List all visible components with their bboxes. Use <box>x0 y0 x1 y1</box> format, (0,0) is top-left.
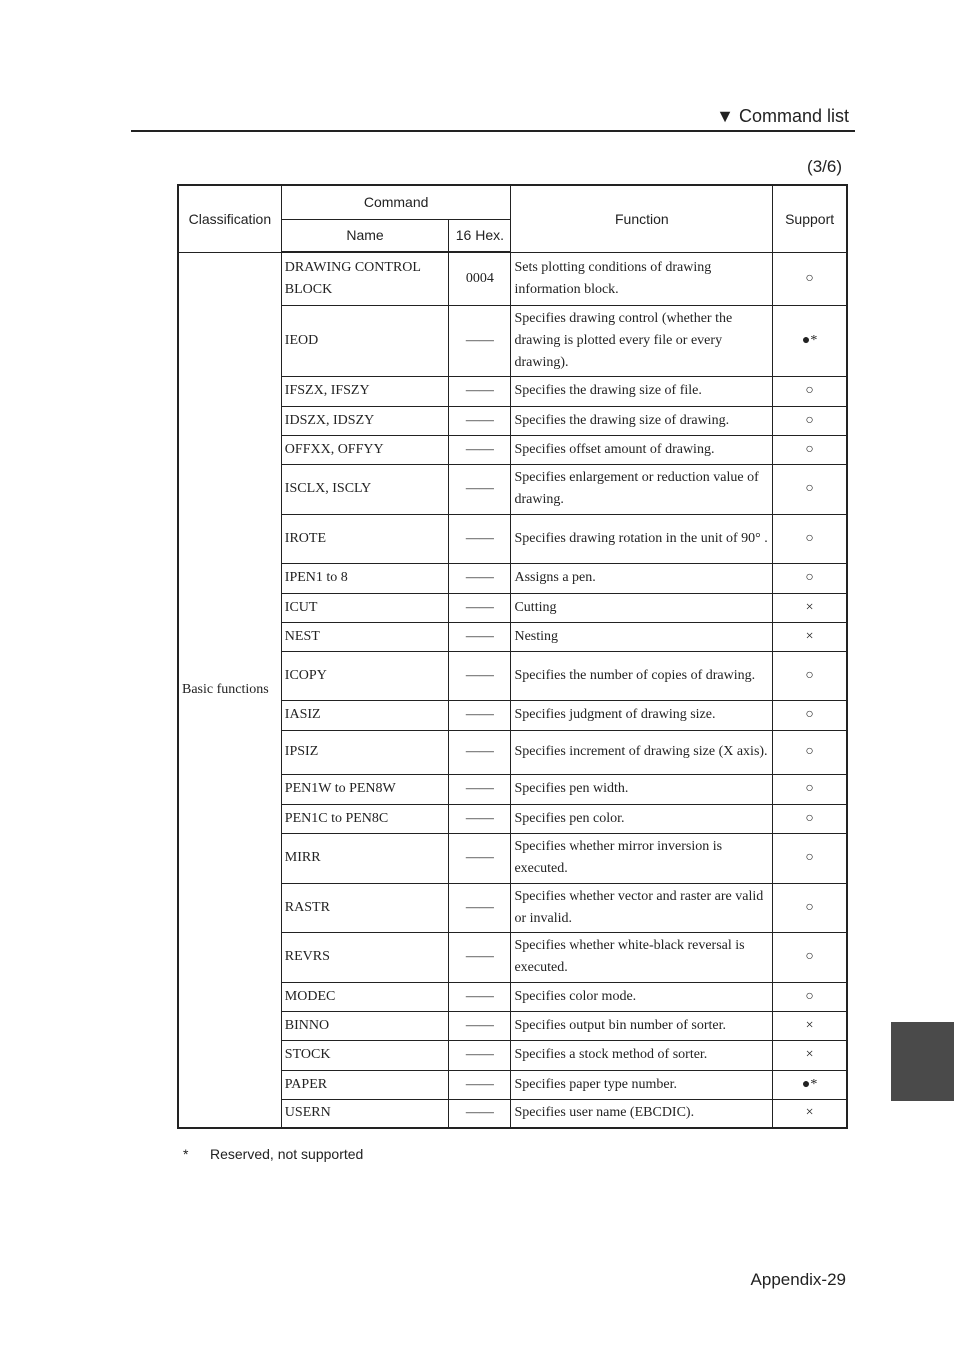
command-function: Specifies drawing control (whether the drawing is plotted every file or every drawing). <box>511 305 773 376</box>
command-name: IROTE <box>281 514 449 563</box>
command-name: IPEN1 to 8 <box>281 563 449 593</box>
command-hex: —— <box>449 982 511 1011</box>
header-name: Name <box>281 219 449 252</box>
command-hex: —— <box>449 1040 511 1070</box>
command-name: MIRR <box>281 833 449 883</box>
command-function: Specifies whether mirror inversion is executed. <box>511 833 773 883</box>
support-mark: ○ <box>773 700 847 730</box>
support-mark: × <box>773 1011 847 1040</box>
command-function: Specifies color mode. <box>511 982 773 1011</box>
command-function: Specifies user name (EBCDIC). <box>511 1099 773 1128</box>
command-name: PEN1C to PEN8C <box>281 804 449 833</box>
command-hex: —— <box>449 932 511 982</box>
command-hex: —— <box>449 700 511 730</box>
command-hex: —— <box>449 1011 511 1040</box>
support-mark: ○ <box>773 833 847 883</box>
command-function: Specifies offset amount of drawing. <box>511 435 773 464</box>
command-function: Specifies judgment of drawing size. <box>511 700 773 730</box>
header-classification: Classification <box>178 185 281 252</box>
header-command: Command <box>281 185 511 219</box>
header-function: Function <box>511 185 773 252</box>
command-table <box>177 184 848 1129</box>
command-function: Specifies a stock method of sorter. <box>511 1040 773 1070</box>
command-hex: —— <box>449 622 511 651</box>
command-hex: —— <box>449 593 511 622</box>
command-name: IDSZX, IDSZY <box>281 406 449 435</box>
footnote-mark: * <box>183 1146 189 1162</box>
footnote-text: Reserved, not supported <box>210 1146 364 1162</box>
command-hex: —— <box>449 883 511 932</box>
support-mark: ○ <box>773 252 847 305</box>
footnote <box>183 1146 363 1162</box>
page-indicator: (3/6) <box>807 157 842 176</box>
command-hex: —— <box>449 376 511 406</box>
table-row <box>178 252 847 305</box>
command-hex: —— <box>449 651 511 700</box>
support-mark: ○ <box>773 883 847 932</box>
support-mark: × <box>773 593 847 622</box>
command-function: Specifies pen width. <box>511 774 773 804</box>
support-mark: ○ <box>773 932 847 982</box>
support-mark: ○ <box>773 514 847 563</box>
command-hex: —— <box>449 774 511 804</box>
command-name: BINNO <box>281 1011 449 1040</box>
command-name: ICUT <box>281 593 449 622</box>
support-mark: ○ <box>773 464 847 514</box>
command-function: Specifies pen color. <box>511 804 773 833</box>
support-mark: ●* <box>773 1070 847 1099</box>
section-tab <box>891 1022 954 1101</box>
command-hex: —— <box>449 833 511 883</box>
command-hex: —— <box>449 804 511 833</box>
command-name: IFSZX, IFSZY <box>281 376 449 406</box>
support-mark: ●* <box>773 305 847 376</box>
command-name: NEST <box>281 622 449 651</box>
command-name: STOCK <box>281 1040 449 1070</box>
command-hex: —— <box>449 406 511 435</box>
command-hex: —— <box>449 1099 511 1128</box>
command-name: RASTR <box>281 883 449 932</box>
page-number: Appendix-29 <box>750 1270 846 1289</box>
command-function: Specifies output bin number of sorter. <box>511 1011 773 1040</box>
support-mark: ○ <box>773 804 847 833</box>
command-hex: —— <box>449 435 511 464</box>
support-mark: ○ <box>773 982 847 1011</box>
command-name: ICOPY <box>281 651 449 700</box>
command-function: Specifies increment of drawing size (X axis). <box>511 730 773 774</box>
command-name: IASIZ <box>281 700 449 730</box>
command-hex: —— <box>449 563 511 593</box>
command-hex: —— <box>449 1070 511 1099</box>
support-mark: × <box>773 1040 847 1070</box>
command-name: DRAWING CONTROL BLOCK <box>281 252 449 305</box>
command-function: Specifies the drawing size of drawing. <box>511 406 773 435</box>
command-name: USERN <box>281 1099 449 1128</box>
command-hex: 0004 <box>449 252 511 305</box>
command-hex: —— <box>449 730 511 774</box>
command-function: Nesting <box>511 622 773 651</box>
classification-cell: Basic functions <box>178 252 281 1128</box>
header-hex: 16 Hex. <box>449 219 511 252</box>
section-title: ▼ Command list <box>716 106 849 126</box>
support-mark: × <box>773 622 847 651</box>
command-name: PEN1W to PEN8W <box>281 774 449 804</box>
command-name: MODEC <box>281 982 449 1011</box>
command-function: Specifies the drawing size of file. <box>511 376 773 406</box>
command-hex: —— <box>449 514 511 563</box>
support-mark: ○ <box>773 376 847 406</box>
command-function: Sets plotting conditions of drawing information block. <box>511 252 773 305</box>
command-hex: —— <box>449 464 511 514</box>
command-name: ISCLX, ISCLY <box>281 464 449 514</box>
command-hex: —— <box>449 305 511 376</box>
header-divider <box>131 130 855 132</box>
command-function: Specifies whether white-black reversal is executed. <box>511 932 773 982</box>
command-function: Specifies whether vector and raster are valid or invalid. <box>511 883 773 932</box>
command-name: OFFXX, OFFYY <box>281 435 449 464</box>
support-mark: × <box>773 1099 847 1128</box>
command-function: Specifies paper type number. <box>511 1070 773 1099</box>
command-function: Assigns a pen. <box>511 563 773 593</box>
command-function: Cutting <box>511 593 773 622</box>
support-mark: ○ <box>773 730 847 774</box>
command-name: IPSIZ <box>281 730 449 774</box>
header-support: Support <box>773 185 847 252</box>
support-mark: ○ <box>773 651 847 700</box>
support-mark: ○ <box>773 774 847 804</box>
command-function: Specifies enlargement or reduction value of drawing. <box>511 464 773 514</box>
command-function: Specifies the number of copies of drawing. <box>511 651 773 700</box>
support-mark: ○ <box>773 563 847 593</box>
command-name: PAPER <box>281 1070 449 1099</box>
support-mark: ○ <box>773 435 847 464</box>
command-function: Specifies drawing rotation in the unit of 90° . <box>511 514 773 563</box>
support-mark: ○ <box>773 406 847 435</box>
command-name: IEOD <box>281 305 449 376</box>
command-name: REVRS <box>281 932 449 982</box>
